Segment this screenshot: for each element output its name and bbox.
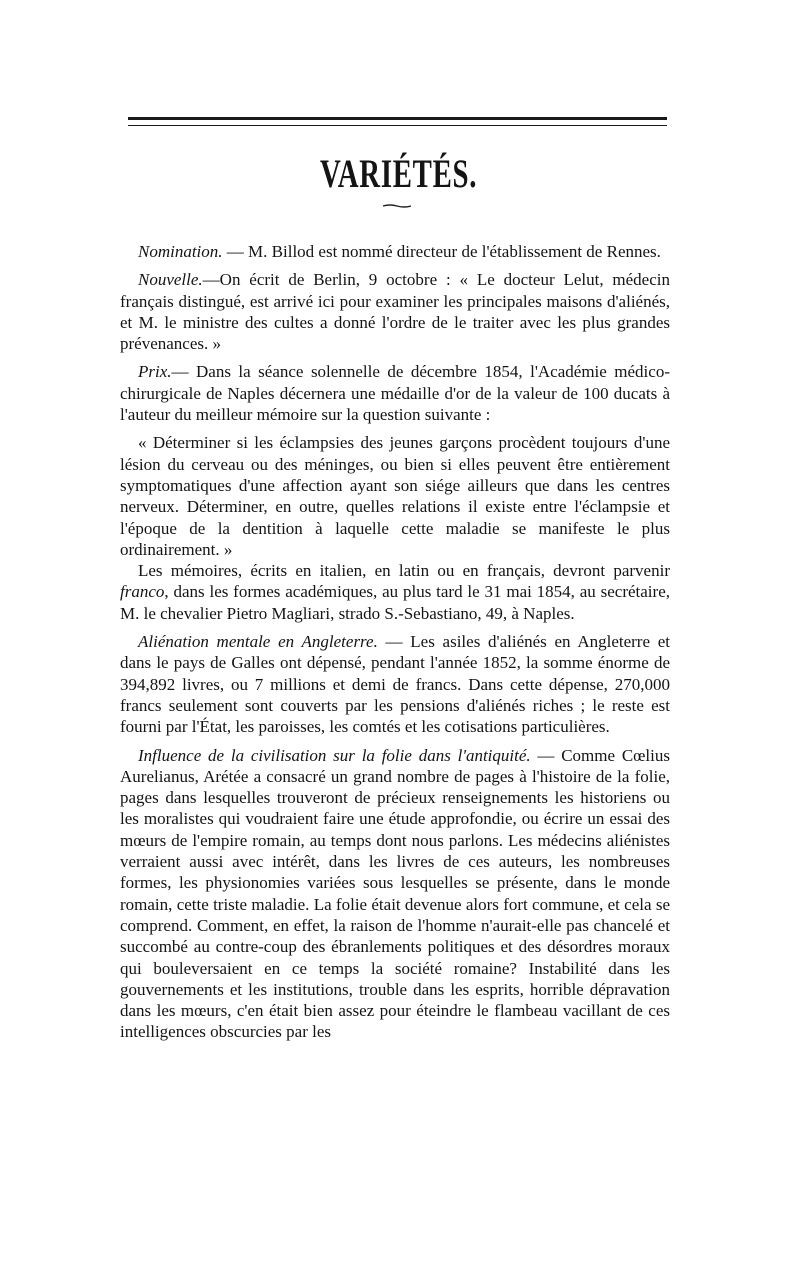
item-alienation-angleterre	[120, 631, 670, 737]
item-influence-civilisation	[120, 745, 670, 1043]
item-nomination	[120, 241, 670, 262]
closing-italic: franco	[120, 582, 165, 602]
article-body	[120, 241, 670, 1050]
item-prix	[120, 361, 670, 425]
item-lead: Nomination.	[138, 242, 223, 261]
prix-question-quote: « Déterminer si les éclampsies des jeunes garçons procèdent toujours d'une lésion du cerveau ou des méninges, ou bien si elles peuvent être entièrement symptomatiques d'une affection ayant son siége ailleurs que dans les centres nerveux. Déterminer, en outre, quelles relations il existe entre l'éclampsie et l'époque de la dentition à laquelle cette maladie se manifeste le plus ordinairement. »	[120, 433, 670, 559]
top-double-rule-thin	[128, 125, 667, 126]
section-title: VARIÉTÉS.	[319, 151, 478, 196]
title-ornament-icon	[383, 204, 411, 208]
item-lead: Influence de la civilisation sur la folie dans l'antiquité.	[138, 745, 531, 765]
item-text: — Dans la séance solennelle de décembre 1854, l'Académie médico-chirurgicale de Naples décernera une médaille d'or de la valeur de 100 ducats à l'auteur du meilleur mémoire sur la question suivante :	[120, 362, 670, 425]
top-double-rule-thick	[128, 117, 667, 120]
prix-submission-info	[120, 560, 670, 624]
item-text: —On écrit de Berlin, 9 octobre : « Le docteur Lelut, médecin français distingué, est arrivé ici pour examiner les principales maisons d'aliénés, et M. le ministre des cultes a donné l'ordre de le traiter avec les plus grandes prévenances. »	[120, 270, 670, 354]
item-text: — Les asiles d'aliénés en Angleterre et dans le pays de Galles ont dépensé, pendant l'année 1852, la somme énorme de 394,892 livres, ou 7 millions et demi de francs. Dans cette dépense, 270,000 francs seulement sont couverts par les pensions d'aliénés riches ; le reste est fourni par l'État, les paroisses, les comtés et les cotisations particulières.	[120, 632, 670, 737]
closing-text: Les mémoires, écrits en italien, en latin ou en français, devront parvenir	[138, 561, 670, 581]
item-lead: Aliénation mentale en Angleterre.	[138, 632, 378, 652]
item-lead: Prix.	[138, 362, 172, 382]
item-lead: Nouvelle.	[138, 270, 203, 290]
closing-text: , dans les formes académiques, au plus tard le 31 mai 1854, au secrétaire, M. le chevalier Pietro Magliari, strado S.-Sebastiano, 49, à Naples.	[120, 582, 670, 623]
item-nouvelle	[120, 269, 670, 354]
item-text: — M. Billod est nommé directeur de l'établissement de Rennes.	[222, 242, 661, 261]
item-text: — Comme Cœlius Aurelianus, Arétée a consacré un grand nombre de pages à l'histoire de la folie, pages dans lesquelles trouveront de précieux renseignements les historiens ou les moralistes qui voudraient faire une étude approfondie, ou écrire un essai des mœurs de l'empire romain, au temps dont nous parlons. Les médecins aliénistes verraient aussi avec intérêt, dans les livres de ces auteurs, les nombreuses formes, les physionomies variées sous lesquelles se présente, dans le monde romain, cette triste maladie. La folie était devenue alors fort commune, et cela se comprend. Comment, en effet, la raison de l'homme n'aurait-elle pas chancelé et succombé au contre-coup des ébranlements politiques et des désordres moraux qui bouleversaient en ce temps la société romaine? Instabilité dans les gouvernements et les institutions, trouble dans les esprits, horrible dépravation dans les mœurs, c'en était bien assez pour éteindre le flambeau vacillant de ces intelligences obscurcies par les	[120, 745, 670, 1042]
